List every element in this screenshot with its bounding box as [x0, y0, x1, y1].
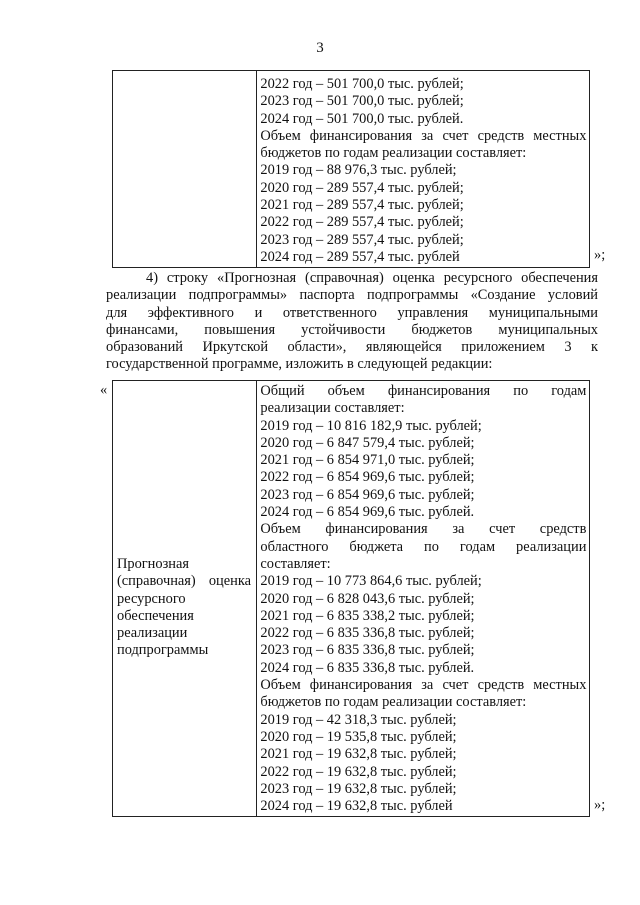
text-line: 2019 год – 42 318,3 тыс. рублей;	[260, 711, 457, 728]
table-continuation	[112, 70, 590, 268]
text-line: 2024 год – 19 632,8 тыс. рублей	[260, 798, 453, 815]
text-line: реализации подпрограммы» паспорта подпрограммы «Создание условий	[106, 287, 598, 304]
text-line: Объем финансирования за счет средств местных	[260, 677, 587, 694]
text-line: 2024 год – 6 835 336,8 тыс. рублей.	[260, 659, 475, 676]
text-line: 2022 год – 19 632,8 тыс. рублей;	[260, 763, 457, 780]
text-line: 2024 год – 289 557,4 тыс. рублей	[260, 248, 460, 265]
text-line: для эффективного и ответственного управления муниципальными	[106, 304, 598, 321]
text-line: 2021 год – 6 854 971,0 тыс. рублей;	[260, 452, 475, 469]
text-line: обеспечения	[117, 607, 194, 624]
text-line: образований Иркутской области», являющейся приложением 3 к	[106, 339, 598, 356]
text-line: Общий объем финансирования по годам	[260, 383, 587, 399]
text-line: Объем финансирования за счет средств местных	[260, 127, 587, 144]
text-line: 2021 год – 19 632,8 тыс. рублей;	[260, 746, 457, 763]
row-heading	[117, 556, 253, 660]
text-line: 2021 год – 289 557,4 тыс. рублей;	[260, 197, 464, 214]
text-line: ресурсного	[117, 590, 186, 607]
table-left-cell	[113, 381, 257, 816]
text-line: (справочная) оценка	[117, 573, 251, 590]
text-line: 2022 год – 6 835 336,8 тыс. рублей;	[260, 625, 475, 642]
text-line: реализации	[117, 625, 188, 642]
text-line: областного бюджета по годам реализации	[260, 538, 587, 555]
text-line: подпрограммы	[117, 642, 209, 659]
text-line: 2023 год – 501 700,0 тыс. рублей;	[260, 93, 464, 110]
text-line: 2019 год – 10 773 864,6 тыс. рублей;	[260, 573, 482, 590]
text-line: Прогнозная	[117, 556, 189, 572]
text-line: 4) строку «Прогнозная (справочная) оценка ресурсного обеспечения	[146, 270, 598, 286]
text-line: 2022 год – 501 700,0 тыс. рублей;	[260, 76, 464, 92]
text-line: Объем финансирования за счет средств	[260, 521, 587, 538]
text-line: 2022 год – 289 557,4 тыс. рублей;	[260, 214, 464, 231]
text-line: 2023 год – 6 854 969,6 тыс. рублей;	[260, 486, 475, 503]
text-line: 2020 год – 289 557,4 тыс. рублей;	[260, 179, 464, 196]
text-line: 2024 год – 6 854 969,6 тыс. рублей.	[260, 504, 475, 521]
text-line: финансами, повышения устойчивости бюджетов муниципальных	[106, 321, 598, 338]
text-line: 2020 год – 19 535,8 тыс. рублей;	[260, 728, 457, 745]
text-line: 2019 год – 10 816 182,9 тыс. рублей;	[260, 417, 482, 434]
text-line: бюджетов по годам реализации составляет:	[260, 145, 527, 162]
table-left-cell	[113, 71, 257, 267]
closing-quote: »;	[594, 247, 606, 263]
table-right-cell	[257, 71, 589, 267]
text-line: 2021 год – 6 835 338,2 тыс. рублей;	[260, 607, 475, 624]
closing-quote: »;	[594, 797, 606, 813]
text-line: 2023 год – 6 835 336,8 тыс. рублей;	[260, 642, 475, 659]
text-line: составляет:	[260, 555, 331, 572]
text-line: 2020 год – 6 847 579,4 тыс. рублей;	[260, 434, 475, 451]
text-line: 2023 год – 289 557,4 тыс. рублей;	[260, 231, 464, 248]
text-line: государственной программе, изложить в следующей редакции:	[106, 356, 493, 373]
table-right-cell	[257, 381, 589, 816]
opening-quote: «	[100, 382, 108, 398]
text-line: реализации составляет:	[260, 400, 405, 417]
text-line: 2022 год – 6 854 969,6 тыс. рублей;	[260, 469, 475, 486]
text-line: 2023 год – 19 632,8 тыс. рублей;	[260, 780, 457, 797]
amendment-paragraph	[106, 270, 598, 374]
text-line: 2020 год – 6 828 043,6 тыс. рублей;	[260, 590, 475, 607]
table-new-wording	[112, 380, 590, 817]
text-line: 2019 год – 88 976,3 тыс. рублей;	[260, 162, 457, 179]
text-line: бюджетов по годам реализации составляет:	[260, 694, 527, 711]
text-line: 2024 год – 501 700,0 тыс. рублей.	[260, 110, 464, 127]
page-number: 3	[316, 40, 324, 56]
